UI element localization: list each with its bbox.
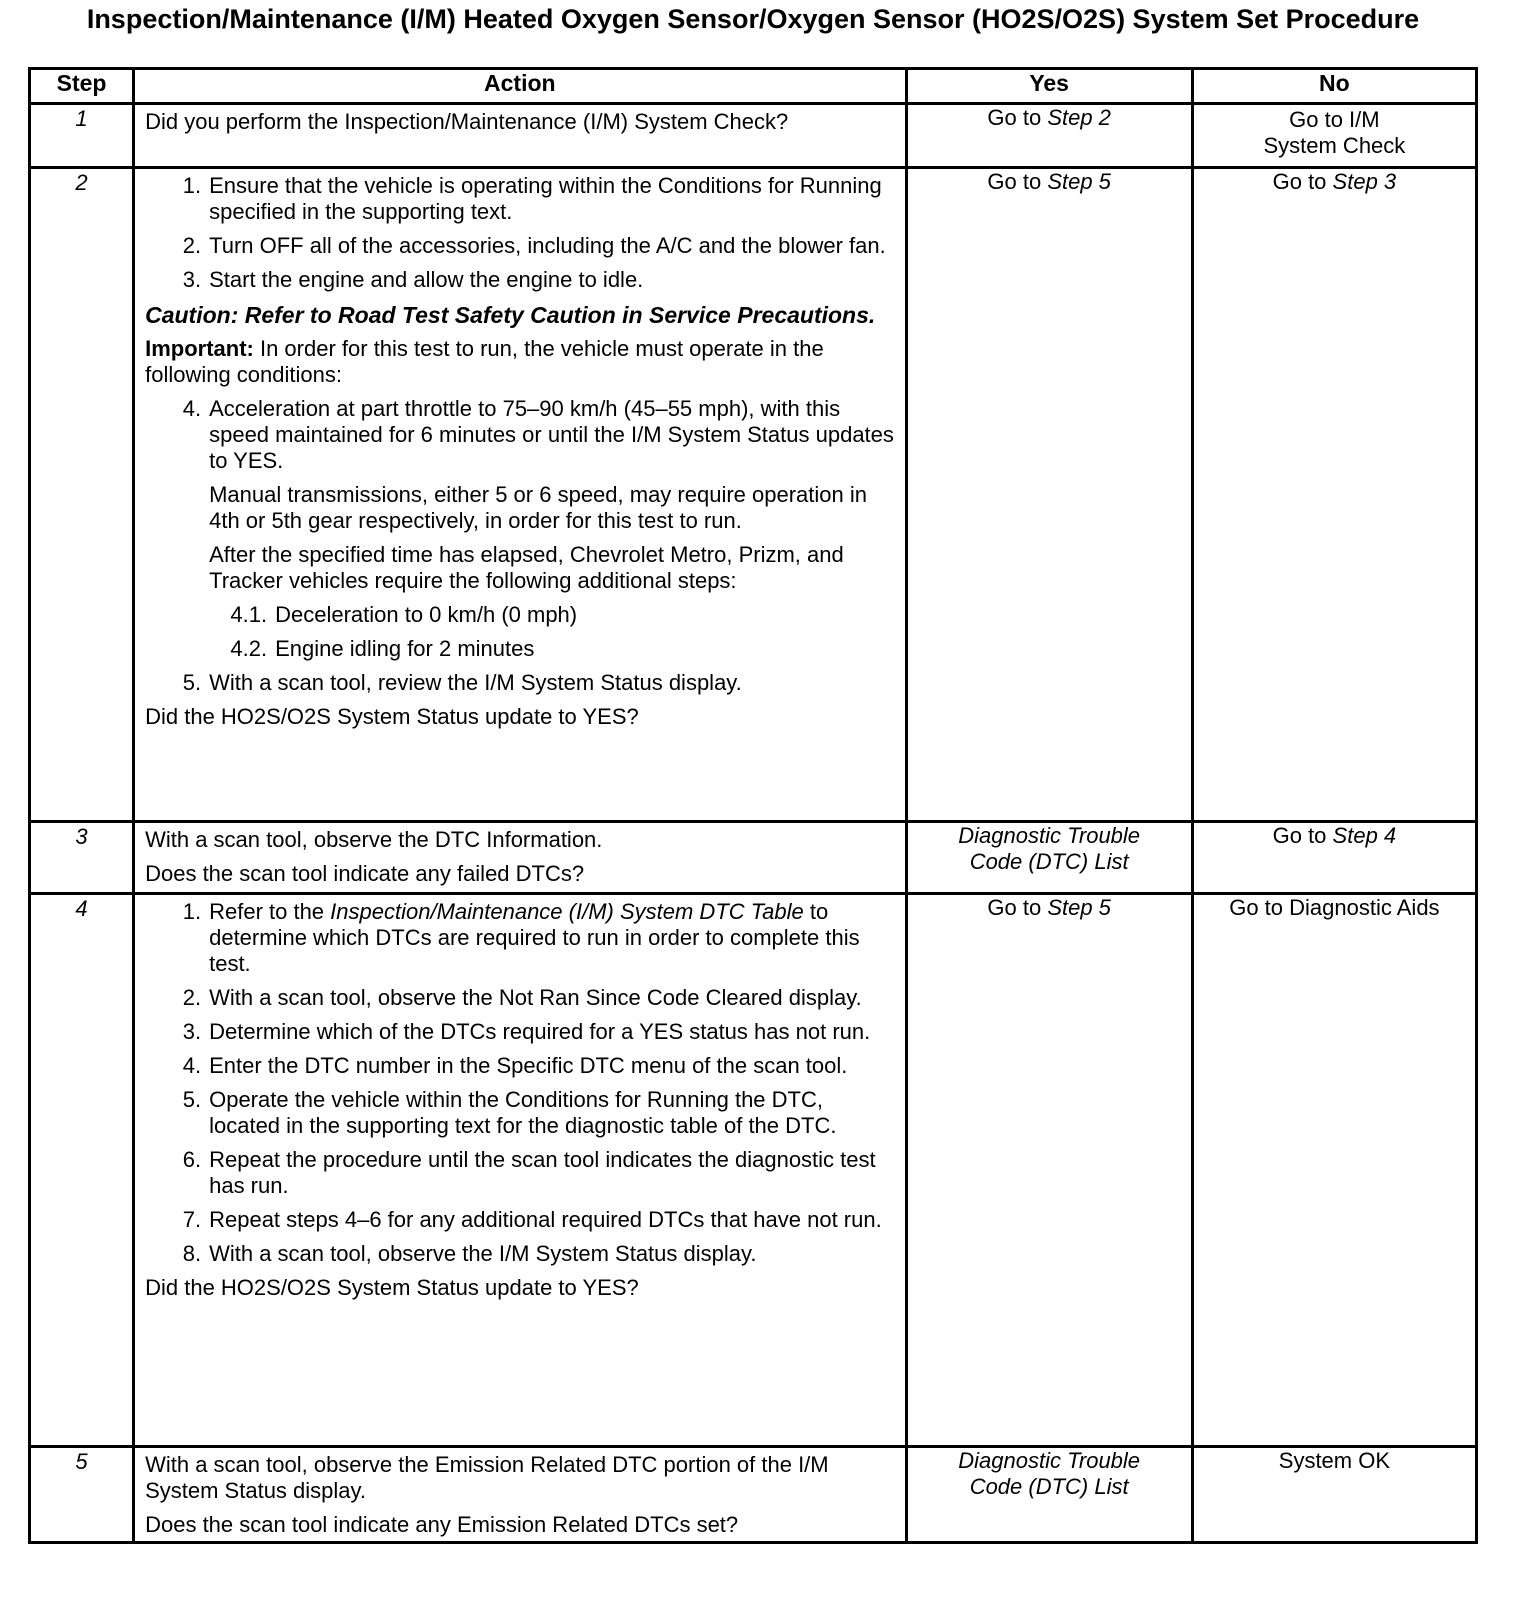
dtc-table-link[interactable]: Inspection/Maintenance (I/M) System DTC Table	[330, 899, 804, 924]
table-row	[30, 1447, 1477, 1543]
caution-note: Caution: Refer to Road Test Safety Caution in Service Precautions.	[145, 302, 876, 328]
no-cell	[1192, 104, 1476, 168]
list-item: 4. Enter the DTC number in the Specific DTC menu of the scan tool.	[182, 1053, 848, 1078]
sub-list-item: 4.1. Deceleration to 0 km/h (0 mph)	[230, 602, 578, 627]
list-item: 8. With a scan tool, observe the I/M System Status display.	[182, 1241, 757, 1266]
additional-steps-note: After the specified time has elapsed, Chevrolet Metro, Prizm, and Tracker vehicles require the following additional steps:	[209, 542, 844, 593]
diagnostic-aids-link[interactable]: Go to Diagnostic Aids	[1229, 895, 1440, 920]
list-item: 5. Operate the vehicle within the Conditions for Running the DTC, located in the supporting text for the diagnostic table of the DTC.	[182, 1087, 837, 1138]
question-text: Does the scan tool indicate any Emission Related DTCs set?	[145, 1512, 739, 1537]
step-number: 5	[30, 1447, 134, 1543]
list-item: 5. With a scan tool, review the I/M System Status display.	[182, 670, 742, 695]
yes-cell	[906, 104, 1192, 168]
go-to-label: Go to	[1272, 169, 1327, 194]
go-to-label: Go to	[1272, 823, 1327, 848]
step-number: 1	[30, 104, 134, 168]
instruction-text: With a scan tool, observe the DTC Information.	[145, 827, 603, 852]
table-header-row	[30, 69, 1477, 104]
action-cell	[134, 822, 906, 894]
question-text: Did the HO2S/O2S System Status update to YES?	[145, 704, 639, 729]
no-result-line2: System Check	[1263, 133, 1406, 158]
dtc-list-link[interactable]: Diagnostic Trouble Code (DTC) List	[958, 823, 1141, 874]
go-to-label: Go to	[987, 895, 1042, 920]
no-result-line1: Go to I/M	[1289, 107, 1380, 132]
list-item: 4. Acceleration at part throttle to 75–90 km/h (45–55 mph), with this speed maintained for 6 minutes or until the I/M System Status updates to YES.	[182, 396, 894, 473]
yes-cell	[906, 894, 1192, 1447]
action-cell	[134, 104, 906, 168]
list-item: 3. Determine which of the DTCs required for a YES status has not run.	[182, 1019, 871, 1044]
table-row	[30, 168, 1477, 822]
action-cell	[134, 168, 906, 822]
table-row	[30, 894, 1477, 1447]
question-text: Did the HO2S/O2S System Status update to YES?	[145, 1275, 639, 1300]
step-number: 3	[30, 822, 134, 894]
table-row	[30, 822, 1477, 894]
go-to-label: Go to	[987, 169, 1042, 194]
step-link[interactable]: Step 4	[1332, 823, 1397, 848]
column-header-no: No	[1192, 69, 1476, 104]
list-item: 2. With a scan tool, observe the Not Ran Since Code Cleared display.	[182, 985, 862, 1010]
important-note: Important: In order for this test to run, the vehicle must operate in the following conditions:	[145, 336, 824, 387]
list-item: 7. Repeat steps 4–6 for any additional required DTCs that have not run.	[182, 1207, 882, 1232]
step-link[interactable]: Step 5	[1047, 895, 1111, 920]
step-number: 2	[30, 168, 134, 822]
step-link[interactable]: Step 3	[1332, 169, 1397, 194]
list-item: 1. Ensure that the vehicle is operating within the Conditions for Running specified in the supporting text.	[182, 173, 882, 224]
yes-cell	[906, 1447, 1192, 1543]
page-title: Inspection/Maintenance (I/M) Heated Oxygen Sensor/Oxygen Sensor (HO2S/O2S) System Set Procedure	[86, 4, 1420, 34]
question-text: Did you perform the Inspection/Maintenance (I/M) System Check?	[145, 109, 789, 134]
no-cell	[1192, 1447, 1476, 1543]
action-cell	[134, 1447, 906, 1543]
yes-cell	[906, 822, 1192, 894]
list-item: 1. Refer to the Inspection/Maintenance (I/M) System DTC Table to determine which DTCs are required to run in order to complete this test.	[182, 899, 860, 976]
no-cell	[1192, 822, 1476, 894]
column-header-step: Step	[30, 69, 134, 104]
list-item: 3. Start the engine and allow the engine to idle.	[182, 267, 644, 292]
system-ok-text: System OK	[1278, 1448, 1391, 1473]
step-number: 4	[30, 894, 134, 1447]
yes-cell	[906, 168, 1192, 822]
go-to-label: Go to	[987, 105, 1042, 130]
no-cell	[1192, 168, 1476, 822]
step-link[interactable]: Step 2	[1047, 105, 1111, 130]
table-row	[30, 104, 1477, 168]
dtc-list-link[interactable]: Diagnostic Trouble Code (DTC) List	[958, 1448, 1141, 1499]
manual-transmission-note: Manual transmissions, either 5 or 6 speed, may require operation in 4th or 5th gear respectively, in order for this test to run.	[209, 482, 867, 533]
column-header-yes: Yes	[906, 69, 1192, 104]
sub-list-item: 4.2. Engine idling for 2 minutes	[230, 636, 535, 661]
question-text: Does the scan tool indicate any failed DTCs?	[145, 861, 585, 886]
procedure-table	[28, 67, 1478, 1544]
instruction-text: With a scan tool, observe the Emission Related DTC portion of the I/M System Status display.	[145, 1452, 829, 1503]
step-link[interactable]: Step 5	[1047, 169, 1111, 194]
list-item: 6. Repeat the procedure until the scan tool indicates the diagnostic test has run.	[182, 1147, 876, 1198]
action-cell	[134, 894, 906, 1447]
no-cell	[1192, 894, 1476, 1447]
column-header-action: Action	[134, 69, 906, 104]
list-item: 2. Turn OFF all of the accessories, including the A/C and the blower fan.	[182, 233, 886, 258]
